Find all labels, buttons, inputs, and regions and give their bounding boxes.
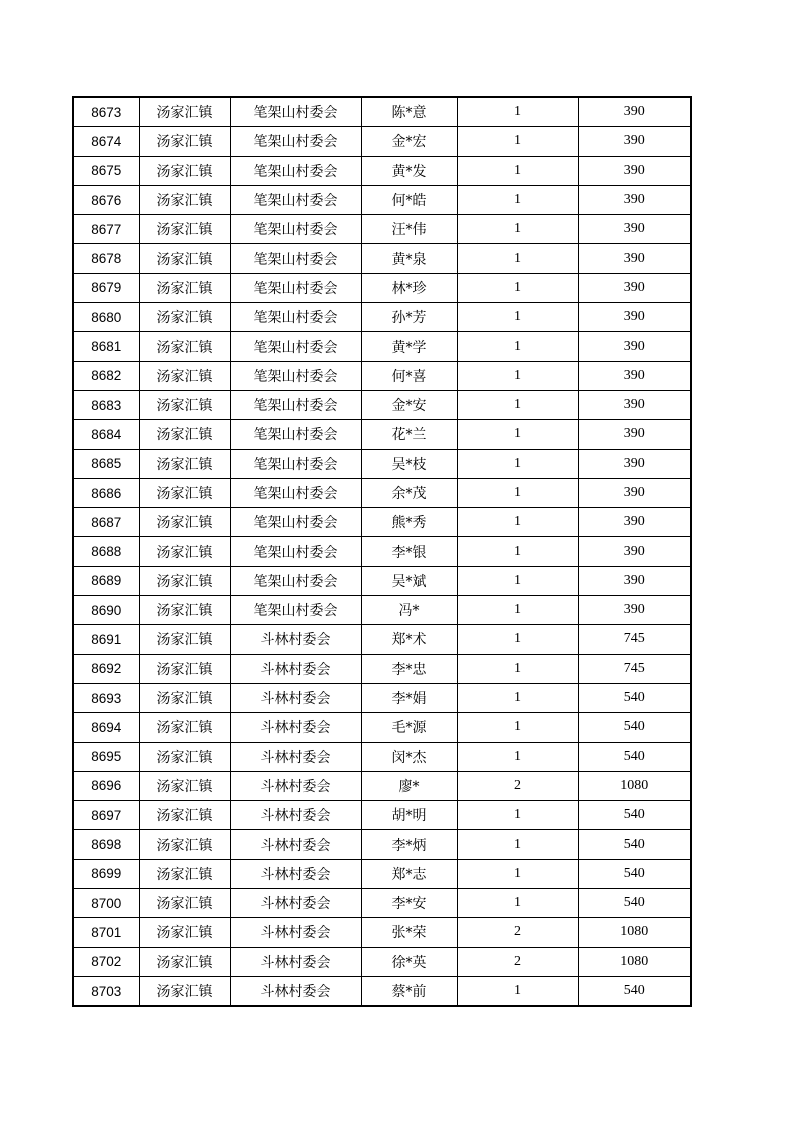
town-cell: 汤家汇镇 (139, 537, 230, 566)
table-row (73, 771, 691, 800)
village-cell: 斗林村委会 (230, 713, 361, 742)
amount-cell: 390 (578, 97, 691, 127)
count-cell: 1 (457, 830, 578, 859)
count-cell: 1 (457, 97, 578, 127)
person-name-cell: 陈*意 (361, 97, 457, 127)
count-cell: 1 (457, 566, 578, 595)
village-cell: 笔架山村委会 (230, 273, 361, 302)
count-cell: 1 (457, 713, 578, 742)
table-row (73, 683, 691, 712)
count-cell: 1 (457, 976, 578, 1006)
amount-cell: 390 (578, 303, 691, 332)
count-cell: 1 (457, 244, 578, 273)
serial-number-cell: 8697 (73, 801, 139, 830)
count-cell: 1 (457, 889, 578, 918)
count-cell: 1 (457, 625, 578, 654)
person-name-cell: 林*珍 (361, 273, 457, 302)
town-cell: 汤家汇镇 (139, 361, 230, 390)
person-name-cell: 熊*秀 (361, 508, 457, 537)
count-cell: 2 (457, 771, 578, 800)
town-cell: 汤家汇镇 (139, 127, 230, 156)
amount-cell: 540 (578, 713, 691, 742)
person-name-cell: 李*炳 (361, 830, 457, 859)
person-name-cell: 李*银 (361, 537, 457, 566)
serial-number-cell: 8698 (73, 830, 139, 859)
amount-cell: 390 (578, 127, 691, 156)
amount-cell: 390 (578, 185, 691, 214)
person-name-cell: 何*喜 (361, 361, 457, 390)
table-row (73, 859, 691, 888)
count-cell: 1 (457, 683, 578, 712)
count-cell: 1 (457, 654, 578, 683)
village-cell: 斗林村委会 (230, 625, 361, 654)
amount-cell: 745 (578, 625, 691, 654)
person-name-cell: 李*娟 (361, 683, 457, 712)
town-cell: 汤家汇镇 (139, 566, 230, 595)
village-cell: 笔架山村委会 (230, 449, 361, 478)
person-name-cell: 蔡*前 (361, 976, 457, 1006)
person-name-cell: 花*兰 (361, 420, 457, 449)
table-row (73, 420, 691, 449)
person-name-cell: 李*安 (361, 889, 457, 918)
village-cell: 笔架山村委会 (230, 508, 361, 537)
table-row (73, 801, 691, 830)
amount-cell: 1080 (578, 918, 691, 947)
town-cell: 汤家汇镇 (139, 742, 230, 771)
village-cell: 斗林村委会 (230, 654, 361, 683)
table-row (73, 976, 691, 1006)
town-cell: 汤家汇镇 (139, 771, 230, 800)
person-name-cell: 吴*枝 (361, 449, 457, 478)
serial-number-cell: 8694 (73, 713, 139, 742)
table-row (73, 508, 691, 537)
serial-number-cell: 8675 (73, 156, 139, 185)
amount-cell: 540 (578, 976, 691, 1006)
amount-cell: 390 (578, 156, 691, 185)
town-cell: 汤家汇镇 (139, 654, 230, 683)
amount-cell: 390 (578, 244, 691, 273)
serial-number-cell: 8700 (73, 889, 139, 918)
amount-cell: 390 (578, 566, 691, 595)
town-cell: 汤家汇镇 (139, 889, 230, 918)
person-name-cell: 闵*杰 (361, 742, 457, 771)
table-row (73, 273, 691, 302)
serial-number-cell: 8696 (73, 771, 139, 800)
roster-table-body (73, 97, 691, 1006)
count-cell: 1 (457, 449, 578, 478)
amount-cell: 1080 (578, 947, 691, 976)
person-name-cell: 黄*泉 (361, 244, 457, 273)
count-cell: 1 (457, 801, 578, 830)
person-name-cell: 郑*志 (361, 859, 457, 888)
table-row (73, 156, 691, 185)
count-cell: 1 (457, 596, 578, 625)
table-row (73, 97, 691, 127)
town-cell: 汤家汇镇 (139, 215, 230, 244)
town-cell: 汤家汇镇 (139, 97, 230, 127)
amount-cell: 390 (578, 215, 691, 244)
town-cell: 汤家汇镇 (139, 508, 230, 537)
amount-cell: 390 (578, 390, 691, 419)
table-row (73, 566, 691, 595)
town-cell: 汤家汇镇 (139, 859, 230, 888)
person-name-cell: 金*安 (361, 390, 457, 419)
serial-number-cell: 8684 (73, 420, 139, 449)
amount-cell: 390 (578, 332, 691, 361)
village-cell: 笔架山村委会 (230, 596, 361, 625)
serial-number-cell: 8691 (73, 625, 139, 654)
amount-cell: 1080 (578, 771, 691, 800)
person-name-cell: 郑*术 (361, 625, 457, 654)
count-cell: 1 (457, 361, 578, 390)
person-name-cell: 李*忠 (361, 654, 457, 683)
town-cell: 汤家汇镇 (139, 390, 230, 419)
amount-cell: 540 (578, 859, 691, 888)
table-row (73, 742, 691, 771)
count-cell: 1 (457, 332, 578, 361)
serial-number-cell: 8690 (73, 596, 139, 625)
table-row (73, 215, 691, 244)
count-cell: 1 (457, 537, 578, 566)
town-cell: 汤家汇镇 (139, 244, 230, 273)
village-cell: 笔架山村委会 (230, 420, 361, 449)
serial-number-cell: 8699 (73, 859, 139, 888)
village-cell: 笔架山村委会 (230, 215, 361, 244)
village-cell: 斗林村委会 (230, 830, 361, 859)
table-row (73, 303, 691, 332)
town-cell: 汤家汇镇 (139, 185, 230, 214)
count-cell: 2 (457, 918, 578, 947)
serial-number-cell: 8677 (73, 215, 139, 244)
person-name-cell: 胡*明 (361, 801, 457, 830)
table-row (73, 244, 691, 273)
person-name-cell: 黄*发 (361, 156, 457, 185)
serial-number-cell: 8685 (73, 449, 139, 478)
count-cell: 1 (457, 478, 578, 507)
table-row (73, 596, 691, 625)
amount-cell: 390 (578, 449, 691, 478)
roster-table (72, 96, 692, 1007)
person-name-cell: 孙*芳 (361, 303, 457, 332)
table-row (73, 947, 691, 976)
serial-number-cell: 8676 (73, 185, 139, 214)
town-cell: 汤家汇镇 (139, 420, 230, 449)
amount-cell: 745 (578, 654, 691, 683)
serial-number-cell: 8673 (73, 97, 139, 127)
count-cell: 1 (457, 215, 578, 244)
town-cell: 汤家汇镇 (139, 625, 230, 654)
serial-number-cell: 8695 (73, 742, 139, 771)
table-row (73, 361, 691, 390)
count-cell: 1 (457, 420, 578, 449)
town-cell: 汤家汇镇 (139, 478, 230, 507)
town-cell: 汤家汇镇 (139, 273, 230, 302)
town-cell: 汤家汇镇 (139, 947, 230, 976)
village-cell: 笔架山村委会 (230, 185, 361, 214)
amount-cell: 540 (578, 683, 691, 712)
table-row (73, 127, 691, 156)
count-cell: 1 (457, 127, 578, 156)
count-cell: 1 (457, 390, 578, 419)
person-name-cell: 金*宏 (361, 127, 457, 156)
town-cell: 汤家汇镇 (139, 303, 230, 332)
table-row (73, 830, 691, 859)
village-cell: 笔架山村委会 (230, 361, 361, 390)
person-name-cell: 张*荣 (361, 918, 457, 947)
amount-cell: 390 (578, 508, 691, 537)
village-cell: 斗林村委会 (230, 771, 361, 800)
amount-cell: 540 (578, 830, 691, 859)
person-name-cell: 何*皓 (361, 185, 457, 214)
amount-cell: 390 (578, 420, 691, 449)
village-cell: 笔架山村委会 (230, 97, 361, 127)
village-cell: 笔架山村委会 (230, 244, 361, 273)
table-row (73, 918, 691, 947)
serial-number-cell: 8702 (73, 947, 139, 976)
serial-number-cell: 8703 (73, 976, 139, 1006)
village-cell: 斗林村委会 (230, 859, 361, 888)
serial-number-cell: 8679 (73, 273, 139, 302)
person-name-cell: 廖* (361, 771, 457, 800)
village-cell: 笔架山村委会 (230, 303, 361, 332)
village-cell: 斗林村委会 (230, 947, 361, 976)
table-row (73, 537, 691, 566)
serial-number-cell: 8678 (73, 244, 139, 273)
village-cell: 斗林村委会 (230, 683, 361, 712)
count-cell: 1 (457, 303, 578, 332)
count-cell: 1 (457, 273, 578, 302)
town-cell: 汤家汇镇 (139, 596, 230, 625)
serial-number-cell: 8701 (73, 918, 139, 947)
serial-number-cell: 8688 (73, 537, 139, 566)
town-cell: 汤家汇镇 (139, 449, 230, 478)
town-cell: 汤家汇镇 (139, 156, 230, 185)
table-row (73, 332, 691, 361)
serial-number-cell: 8681 (73, 332, 139, 361)
serial-number-cell: 8692 (73, 654, 139, 683)
table-row (73, 889, 691, 918)
count-cell: 1 (457, 156, 578, 185)
serial-number-cell: 8682 (73, 361, 139, 390)
person-name-cell: 汪*伟 (361, 215, 457, 244)
serial-number-cell: 8683 (73, 390, 139, 419)
person-name-cell: 吴*斌 (361, 566, 457, 595)
amount-cell: 390 (578, 361, 691, 390)
serial-number-cell: 8686 (73, 478, 139, 507)
serial-number-cell: 8689 (73, 566, 139, 595)
person-name-cell: 徐*英 (361, 947, 457, 976)
amount-cell: 540 (578, 889, 691, 918)
count-cell: 1 (457, 185, 578, 214)
table-row (73, 185, 691, 214)
town-cell: 汤家汇镇 (139, 683, 230, 712)
serial-number-cell: 8680 (73, 303, 139, 332)
count-cell: 1 (457, 742, 578, 771)
amount-cell: 390 (578, 273, 691, 302)
village-cell: 笔架山村委会 (230, 537, 361, 566)
table-row (73, 478, 691, 507)
village-cell: 笔架山村委会 (230, 390, 361, 419)
table-row (73, 625, 691, 654)
table-row (73, 713, 691, 742)
person-name-cell: 余*茂 (361, 478, 457, 507)
amount-cell: 390 (578, 537, 691, 566)
count-cell: 1 (457, 508, 578, 537)
village-cell: 斗林村委会 (230, 889, 361, 918)
village-cell: 斗林村委会 (230, 976, 361, 1006)
town-cell: 汤家汇镇 (139, 830, 230, 859)
table-row (73, 449, 691, 478)
table-row (73, 654, 691, 683)
town-cell: 汤家汇镇 (139, 976, 230, 1006)
village-cell: 斗林村委会 (230, 801, 361, 830)
amount-cell: 540 (578, 801, 691, 830)
serial-number-cell: 8687 (73, 508, 139, 537)
count-cell: 2 (457, 947, 578, 976)
count-cell: 1 (457, 859, 578, 888)
table-row (73, 390, 691, 419)
amount-cell: 540 (578, 742, 691, 771)
town-cell: 汤家汇镇 (139, 918, 230, 947)
person-name-cell: 冯* (361, 596, 457, 625)
person-name-cell: 毛*源 (361, 713, 457, 742)
town-cell: 汤家汇镇 (139, 713, 230, 742)
village-cell: 笔架山村委会 (230, 478, 361, 507)
village-cell: 斗林村委会 (230, 742, 361, 771)
village-cell: 笔架山村委会 (230, 127, 361, 156)
village-cell: 斗林村委会 (230, 918, 361, 947)
village-cell: 笔架山村委会 (230, 156, 361, 185)
amount-cell: 390 (578, 596, 691, 625)
serial-number-cell: 8674 (73, 127, 139, 156)
village-cell: 笔架山村委会 (230, 566, 361, 595)
village-cell: 笔架山村委会 (230, 332, 361, 361)
serial-number-cell: 8693 (73, 683, 139, 712)
town-cell: 汤家汇镇 (139, 332, 230, 361)
amount-cell: 390 (578, 478, 691, 507)
person-name-cell: 黄*学 (361, 332, 457, 361)
town-cell: 汤家汇镇 (139, 801, 230, 830)
